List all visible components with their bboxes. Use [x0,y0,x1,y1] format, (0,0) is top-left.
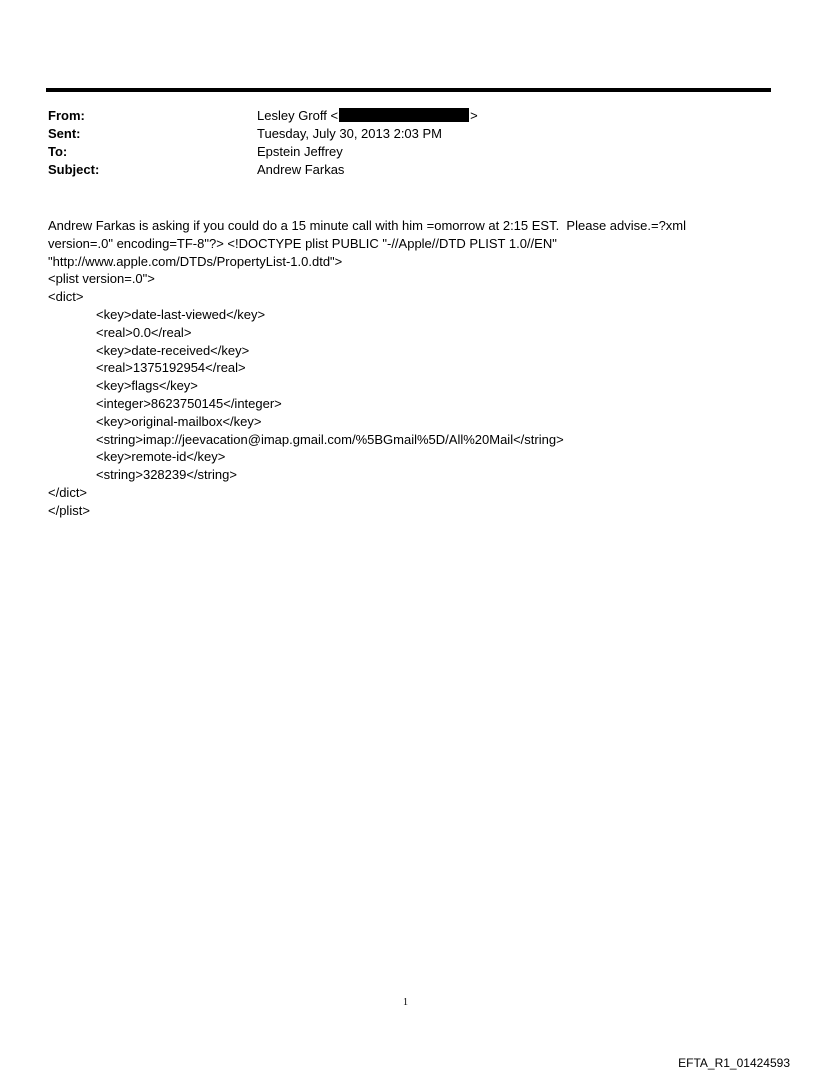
sent-value: Tuesday, July 30, 2013 2:03 PM [257,126,442,141]
body-line: <real>1375192954</real> [96,360,246,376]
body-line: </plist> [48,502,90,518]
from-label: From: [48,108,85,123]
body-line: "http://www.apple.com/DTDs/PropertyList-1.0.dtd"> [48,253,343,269]
body-line: Andrew Farkas is asking if you could do a 15 minute call with him =omorrow at 2:15 EST. Please advise.=?xml [48,218,687,233]
body-line: <real>0.0</real> [96,324,192,340]
body-line: <string>imap://jeevacation@imap.gmail.com/%5BGmail%5D/All%20Mail</string> [96,431,564,447]
body-line: <key>remote-id</key> [96,449,226,465]
body-line: version=.0" encoding=TF-8"?> <!DOCTYPE plist PUBLIC "-//Apple//DTD PLIST 1.0//EN" [48,235,557,251]
body-line: <key>date-received</key> [96,342,250,358]
subject-label: Subject: [48,162,100,177]
from-close-bracket: > [470,108,478,123]
subject-value: Andrew Farkas [257,162,345,177]
body-line: </dict> [48,484,88,500]
from-value [257,108,478,123]
body-line: <key>original-mailbox</key> [96,413,262,429]
to-label: To: [48,144,68,159]
body-line: <string>328239</string> [96,467,237,483]
email-body [48,217,768,520]
body-line: <integer>8623750145</integer> [96,395,282,411]
body-line: <key>date-last-viewed</key> [96,306,266,322]
body-line: <dict> [48,289,84,305]
from-open-bracket: < [330,108,339,123]
bates-number: EFTA_R1_01424593 [678,1056,790,1070]
sent-label: Sent: [48,126,81,141]
page-number: 1 [403,997,408,1008]
body-line: <plist version=.0"> [48,271,155,287]
body-line: <key>flags</key> [96,378,198,394]
from-name: Lesley Groff [257,108,327,123]
to-value: Epstein Jeffrey [257,144,343,159]
header-rule [46,88,771,92]
redaction-box [339,108,469,122]
